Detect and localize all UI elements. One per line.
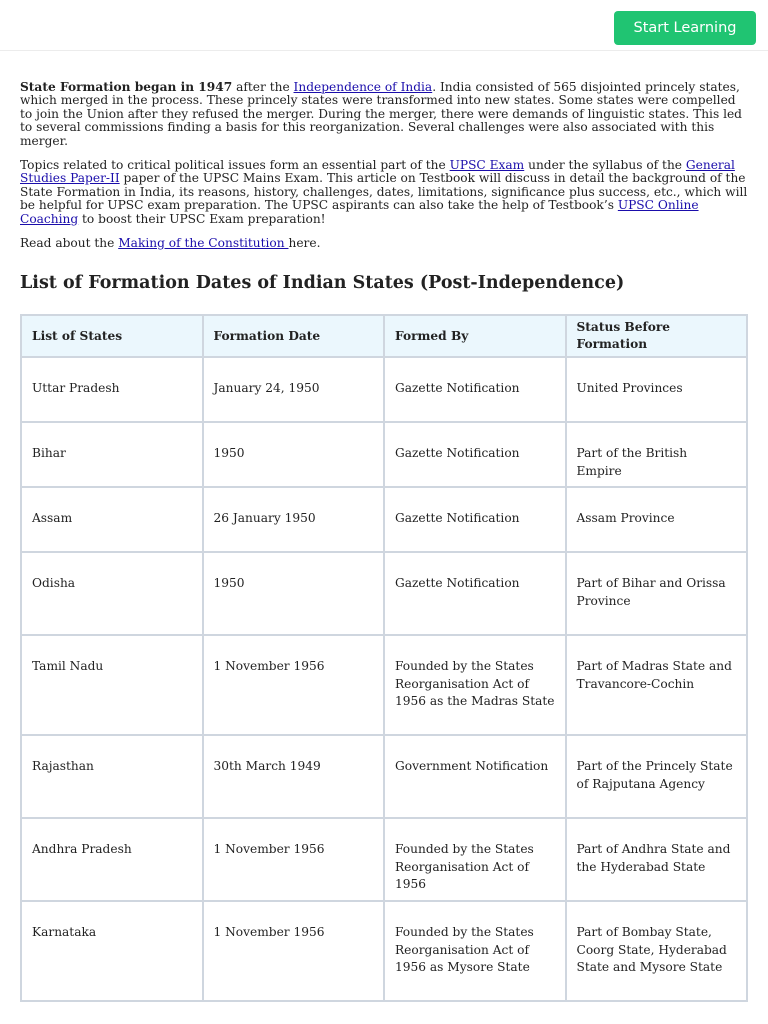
table-cell: Gazette Notification [384,552,566,635]
intro-text: after the [232,80,294,94]
column-header: Formed By [384,315,566,357]
independence-link[interactable]: Independence of India [293,80,433,94]
table-row [21,635,747,735]
table-cell: Rajasthan [21,735,203,818]
upsc-exam-link[interactable]: UPSC Exam [449,158,525,173]
table-cell: Founded by the States Reorganisation Act of 1956 [384,818,566,901]
intro-paragraph-2 [20,159,748,226]
table-cell: Founded by the States Reorganisation Act of 1956 as the Madras State [384,635,566,735]
table-cell: Part of Bombay State, Coorg State, Hyderabad State and Mysore State [566,901,748,1001]
intro-text: to boost their UPSC Exam preparation! [78,211,326,226]
table-cell: 30th March 1949 [203,735,385,818]
intro-text: under the syllabus of the [524,158,686,173]
table-cell: Gazette Notification [384,487,566,552]
table-header-row [21,315,747,357]
table-cell: Odisha [21,552,203,635]
table-cell: Tamil Nadu [21,635,203,735]
table-cell: Part of Bihar and Orissa Province [566,552,748,635]
article-content [0,51,768,1002]
intro-text: here. [288,236,321,251]
table-cell: Bihar [21,422,203,487]
table-cell: Karnataka [21,901,203,1001]
intro-text: paper of the UPSC Mains Exam. This article on Testbook will discuss in detail the background of the State Formation in India, its reasons, history, challenges, dates, limitations, significance plus success, etc., which will be helpful for UPSC exam preparation. The UPSC aspirants can also take the help of Testbook’s [20,171,748,213]
upsc-coaching-link[interactable]: UPSC Online Coaching [20,198,699,226]
table-cell: United Provinces [566,357,748,422]
table-cell: Assam [21,487,203,552]
table-cell: Gazette Notification [384,422,566,487]
table-row [21,487,747,552]
column-header: Status Before Formation [566,315,748,357]
table-cell: 1 November 1956 [203,901,385,1001]
constitution-link[interactable]: Making of the Constitution [118,236,289,251]
table-cell: Part of Andhra State and the Hyderabad State [566,818,748,901]
top-bar [0,0,768,51]
table-cell: 1950 [203,422,385,487]
table-cell: Gazette Notification [384,357,566,422]
table-cell: Uttar Pradesh [21,357,203,422]
gs-paper-link[interactable]: General Studies Paper-II [20,158,735,186]
table-row [21,357,747,422]
table-cell: 1 November 1956 [203,818,385,901]
table-cell: Part of the British Empire [566,422,748,487]
start-learning-button[interactable]: Start Learning [614,11,756,45]
table-cell: 1950 [203,552,385,635]
section-title: List of Formation Dates of Indian States (Post-Independence) [20,273,625,294]
intro-text: Read about the [20,236,119,251]
table-cell: Government Notification [384,735,566,818]
column-header: Formation Date [203,315,385,357]
table-cell: Part of the Princely State of Rajputana Agency [566,735,748,818]
intro-text: Topics related to critical political issues form an essential part of the [20,158,450,173]
states-table [20,314,748,1002]
intro-paragraph-1 [20,81,748,148]
table-cell: 26 January 1950 [203,487,385,552]
table-cell: Founded by the States Reorganisation Act of 1956 as Mysore State [384,901,566,1001]
table-cell: Part of Madras State and Travancore-Cochin [566,635,748,735]
intro-bold-lead: State Formation began in 1947 [20,80,233,94]
table-row [21,901,747,1001]
column-header: List of States [21,315,203,357]
intro-text: . India consisted of 565 disjointed princely states, which merged in the process. These princely states were transformed into new states. Some states were compelled to join the Union after they refused the merger. During the merger, there were demands of linguistic states. This led to several commissions finding a basis for this reorganization. Several challenges were also associated with this merger. [20,80,742,148]
table-row [21,422,747,487]
table-cell: January 24, 1950 [203,357,385,422]
table-cell: 1 November 1956 [203,635,385,735]
table-row [21,818,747,901]
intro-paragraph-3 [20,237,748,250]
table-cell: Assam Province [566,487,748,552]
table-row [21,552,747,635]
table-row [21,735,747,818]
table-cell: Andhra Pradesh [21,818,203,901]
